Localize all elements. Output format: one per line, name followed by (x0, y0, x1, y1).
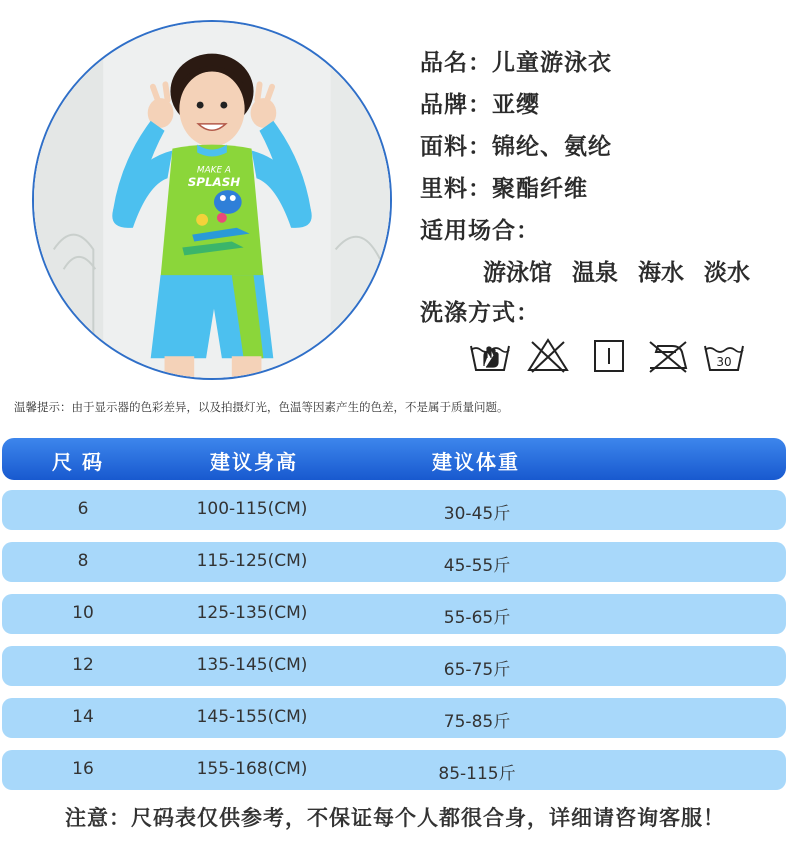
cell-height: 115-125(CM) (196, 551, 308, 571)
cell-weight: 75-85斤 (443, 712, 511, 732)
lining-line: 里料：聚酯纤维 (420, 176, 588, 202)
cell-size: 12 (72, 655, 94, 675)
usage-place: 海水 (638, 260, 685, 286)
fabric-line: 面料：锦纶、氨纶 (420, 134, 612, 160)
cell-weight: 45-55斤 (443, 556, 511, 576)
cell-weight: 65-75斤 (443, 660, 511, 680)
color-notice: 温馨提示：由于显示器的色彩差异，以及拍摄灯光，色温等因素产生的色差，不是属于质量问题。 (14, 400, 509, 414)
hang-dry-icon (587, 334, 631, 376)
hand-wash-icon (468, 334, 512, 376)
no-bleach-icon (526, 334, 570, 376)
header-height: 建议身高 (210, 450, 298, 474)
cell-size: 8 (77, 551, 89, 571)
cell-height: 135-145(CM) (196, 655, 308, 675)
cell-height: 125-135(CM) (196, 603, 308, 623)
cell-height: 155-168(CM) (196, 759, 308, 779)
wash-temperature: 30 (716, 355, 732, 369)
header-size: 尺码 (52, 450, 112, 474)
usage-label: 适用场合： (420, 218, 540, 244)
header-weight: 建议体重 (432, 450, 520, 474)
usage-place: 温泉 (572, 260, 619, 286)
usage-places (483, 254, 762, 287)
cell-size: 10 (72, 603, 94, 623)
cell-weight: 55-65斤 (443, 608, 511, 628)
size-disclaimer: 注意：尺码表仅供参考，不保证每个人都很合身，详细请咨询客服！ (65, 806, 725, 830)
cell-size: 6 (77, 499, 89, 519)
usage-place: 游泳馆 (483, 260, 552, 286)
boy-swimsuit-illustration (34, 22, 390, 378)
size-table-header (2, 438, 786, 480)
print-line-1: MAKE A (196, 165, 232, 176)
table-row (2, 646, 786, 686)
brand-line: 品牌：亚缨 (420, 92, 540, 118)
cell-weight: 30-45斤 (443, 504, 511, 524)
table-row (2, 750, 786, 790)
cell-height: 100-115(CM) (196, 499, 308, 519)
usage-place: 淡水 (704, 260, 751, 286)
table-row (2, 490, 786, 530)
wash-30-icon (702, 334, 746, 376)
table-row (2, 594, 786, 634)
print-line-2: SPLASH (187, 175, 241, 190)
cell-size: 16 (72, 759, 94, 779)
cell-size: 14 (72, 707, 94, 727)
product-name-line: 品名：儿童游泳衣 (420, 50, 612, 76)
cell-height: 145-155(CM) (196, 707, 308, 727)
product-photo (32, 20, 392, 380)
no-iron-icon (646, 334, 690, 376)
cell-weight: 85-115斤 (438, 764, 516, 784)
wash-label: 洗涤方式： (420, 300, 540, 326)
table-row (2, 698, 786, 738)
table-row (2, 542, 786, 582)
